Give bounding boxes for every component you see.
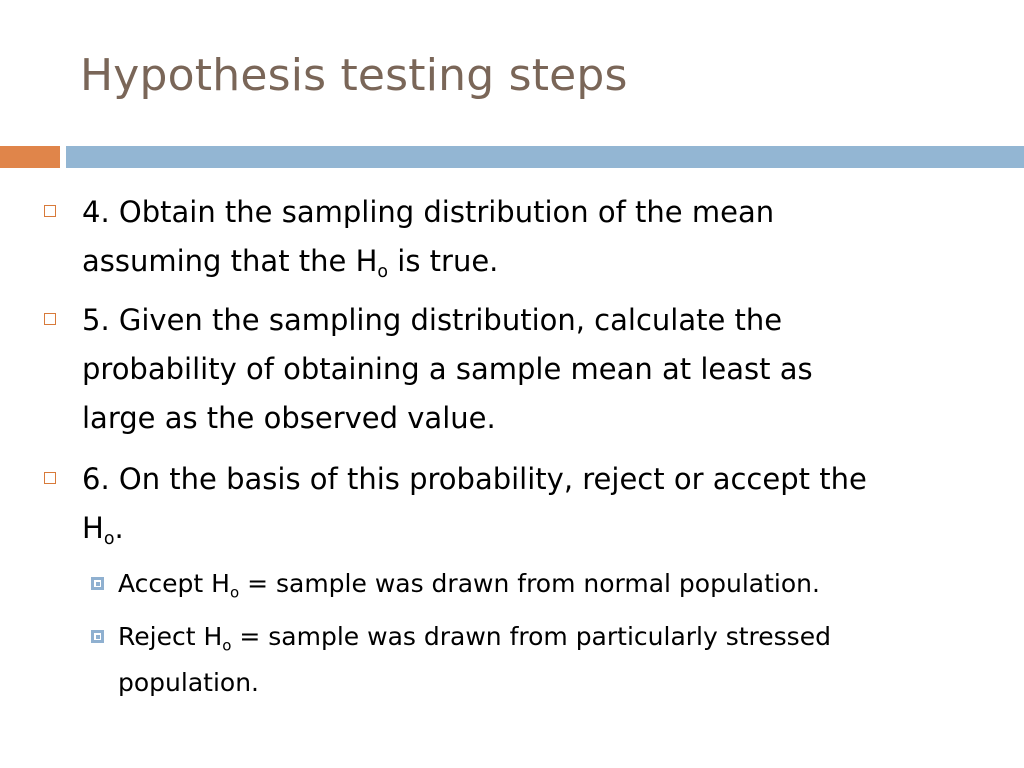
bullet-line: large as the observed value.	[82, 401, 496, 435]
subscript-text: o	[377, 262, 389, 283]
sub-bullet-text: = sample was drawn from particularly stressed	[231, 622, 831, 651]
slide-title: Hypothesis testing steps	[80, 50, 628, 101]
bullet-text: .	[114, 511, 124, 545]
bullet-step-4	[82, 188, 982, 286]
subscript-text: o	[222, 636, 232, 655]
bullet-step-6	[82, 455, 982, 553]
square-sub-bullet-icon	[91, 630, 104, 643]
bullet-line	[82, 237, 982, 286]
square-bullet-icon	[44, 313, 56, 325]
square-bullet-icon	[44, 472, 56, 484]
sub-bullet-text: Reject H	[118, 622, 223, 651]
bullet-text: is true.	[388, 244, 499, 278]
bullet-line: probability of obtaining a sample mean at least as	[82, 352, 813, 386]
accent-bar-orange	[0, 146, 60, 168]
square-bullet-icon	[44, 205, 56, 217]
bullet-line	[82, 504, 982, 553]
accent-bar-blue	[66, 146, 1024, 168]
subscript-text: o	[229, 583, 240, 602]
sub-bullet-reject	[118, 614, 978, 706]
square-sub-bullet-icon	[91, 577, 104, 590]
sub-bullet-text: Accept H	[118, 569, 230, 598]
bullet-text: assuming that the H	[82, 244, 378, 278]
bullet-text: H	[82, 511, 104, 545]
sub-bullet-line	[118, 561, 978, 607]
sub-bullet-text: = sample was drawn from normal population.	[239, 569, 820, 598]
bullet-line: 5. Given the sampling distribution, calculate the	[82, 303, 783, 337]
bullet-step-5	[82, 296, 982, 443]
bullet-line: 6. On the basis of this probability, reject or accept the	[82, 462, 867, 496]
bullet-line: 4. Obtain the sampling distribution of the mean	[82, 195, 775, 229]
sub-bullet-accept	[118, 561, 978, 607]
sub-bullet-line: population.	[118, 668, 259, 697]
sub-bullet-line	[118, 614, 978, 660]
subscript-text: o	[103, 529, 115, 550]
